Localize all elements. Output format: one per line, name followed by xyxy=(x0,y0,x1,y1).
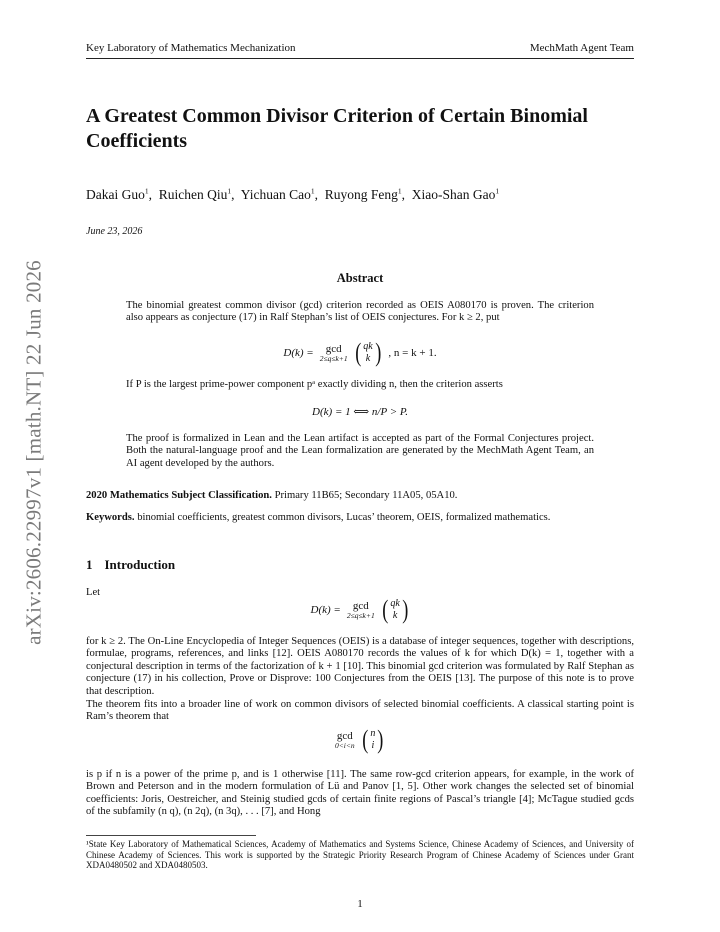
section-paragraph-1: for k ≥ 2. The On-Line Encyclopedia of Integer Sequences (OEIS) is a database of integer sequences, together with descriptions, formulae, programs, references, and links [12]. OEIS A080170 records the values of k for which D(k) = 1, together with a conjectural description in terms of the factorization of k + 1 [10]. This binomial gcd criterion was formulated by Ralf Stephan as conjecture (17) in his collection, Prove or Disprove: 100 Conjectures from the OEIS [13]. The purpose of this note is to prove that description. xyxy=(86,636,634,697)
footnote: ¹State Key Laboratory of Mathematical Sciences, Academy of Mathematics and Systems Science, Chinese Academy of Sciences, and University of Chinese Academy of Sciences. This work is supported by the Strategic Priority Research Program of Chinese Academy of Sciences under Grant XDA0480502 and XDA0480503. xyxy=(86,839,634,871)
paper-date: June 23, 2026 xyxy=(86,226,143,237)
abstract-paragraph-2: If P is the largest prime-power component pᵃ exactly dividing n, then the criterion asserts xyxy=(126,379,503,390)
section-equation-2: gcd 0<i<n ( n i ) xyxy=(334,725,384,754)
abstract-paragraph-3: The proof is formalized in Lean and the Lean artifact is accepted as part of the Formal Conjectures project. Both the natural-language proof and the Lean formalization are generated by the MechMath Agent Team, an AI agent developed by the authors. xyxy=(126,433,594,469)
msc-classification: 2020 Mathematics Subject Classification. Primary 11B65; Secondary 11A05, 05A10. xyxy=(86,490,458,501)
author: Xiao-Shan Gao$^1$ xyxy=(411,186,500,202)
page-number: 1 xyxy=(357,898,363,910)
section-equation-1: D(k) = gcd 2≤q≤k+1 ( qk k ) xyxy=(310,595,409,624)
abstract-equation-1: D(k) = gcd 2≤q≤k+1 ( qk k ) , n = k + 1. xyxy=(283,338,437,367)
section-text-let: Let xyxy=(86,587,101,598)
running-header-right: MechMath Agent Team xyxy=(529,42,634,54)
author: Yichuan Cao$^1$ xyxy=(240,186,315,202)
author: Dakai Guo$^1$ xyxy=(86,186,149,202)
keywords: Keywords. binomial coefficients, greatest common divisors, Lucas’ theorem, OEIS, formalized mathematics. xyxy=(86,512,551,523)
section-paragraph-2: The theorem fits into a broader line of work on common divisors of selected binomial coefficients. A classical starting point is Ram’s theorem that xyxy=(86,699,634,723)
abstract-heading: Abstract xyxy=(336,271,384,285)
section-paragraph-3: is p if n is a power of the prime p, and is 1 otherwise [11]. The same row-gcd criterion appears, for example, in the work of Brown and Peterson and in the modern formulation of Lü and Panov [1, 5]. Other work changes the selected set of binomial coefficients: Joris, Oestreicher, and Steinig studied gcds of certain finite regions of Pascal’s triangle [4]; McTague studied gcds of the subfamily (n q), (n 2q), (n 3q), . . . [7], and Hong xyxy=(86,769,634,818)
author: Ruichen Qiu$^1$ xyxy=(158,186,232,202)
header-rule xyxy=(86,58,634,59)
footnote-rule xyxy=(86,835,256,836)
paper-title: A Greatest Common Divisor Criterion of Certain Binomial Coefficients xyxy=(86,105,588,152)
author: Ruyong Feng$^1$ xyxy=(324,186,402,202)
abstract-equation-2: D(k) = 1 ⟺ n/P > P. xyxy=(312,406,408,418)
section-heading: 1 Introduction xyxy=(86,557,176,572)
author-list: Dakai Guo$^1$, Ruichen Qiu$^1$, Yichuan Cao$^1$, Ruyong Feng$^1$, Xiao-Shan Gao$^1$ xyxy=(86,186,500,202)
abstract-paragraph-1: The binomial greatest common divisor (gcd) criterion recorded as OEIS A080170 is proven. The criterion also appears as conjecture (17) in Ralf Stephan’s list of OEIS conjectures. For k ≥ 2, put xyxy=(126,300,594,324)
arxiv-stamp-text: arXiv:2606.22997v1 [math.NT] 22 Jun 2026 xyxy=(21,260,46,645)
running-header-left: Key Laboratory of Mathematics Mechanization xyxy=(86,42,296,54)
